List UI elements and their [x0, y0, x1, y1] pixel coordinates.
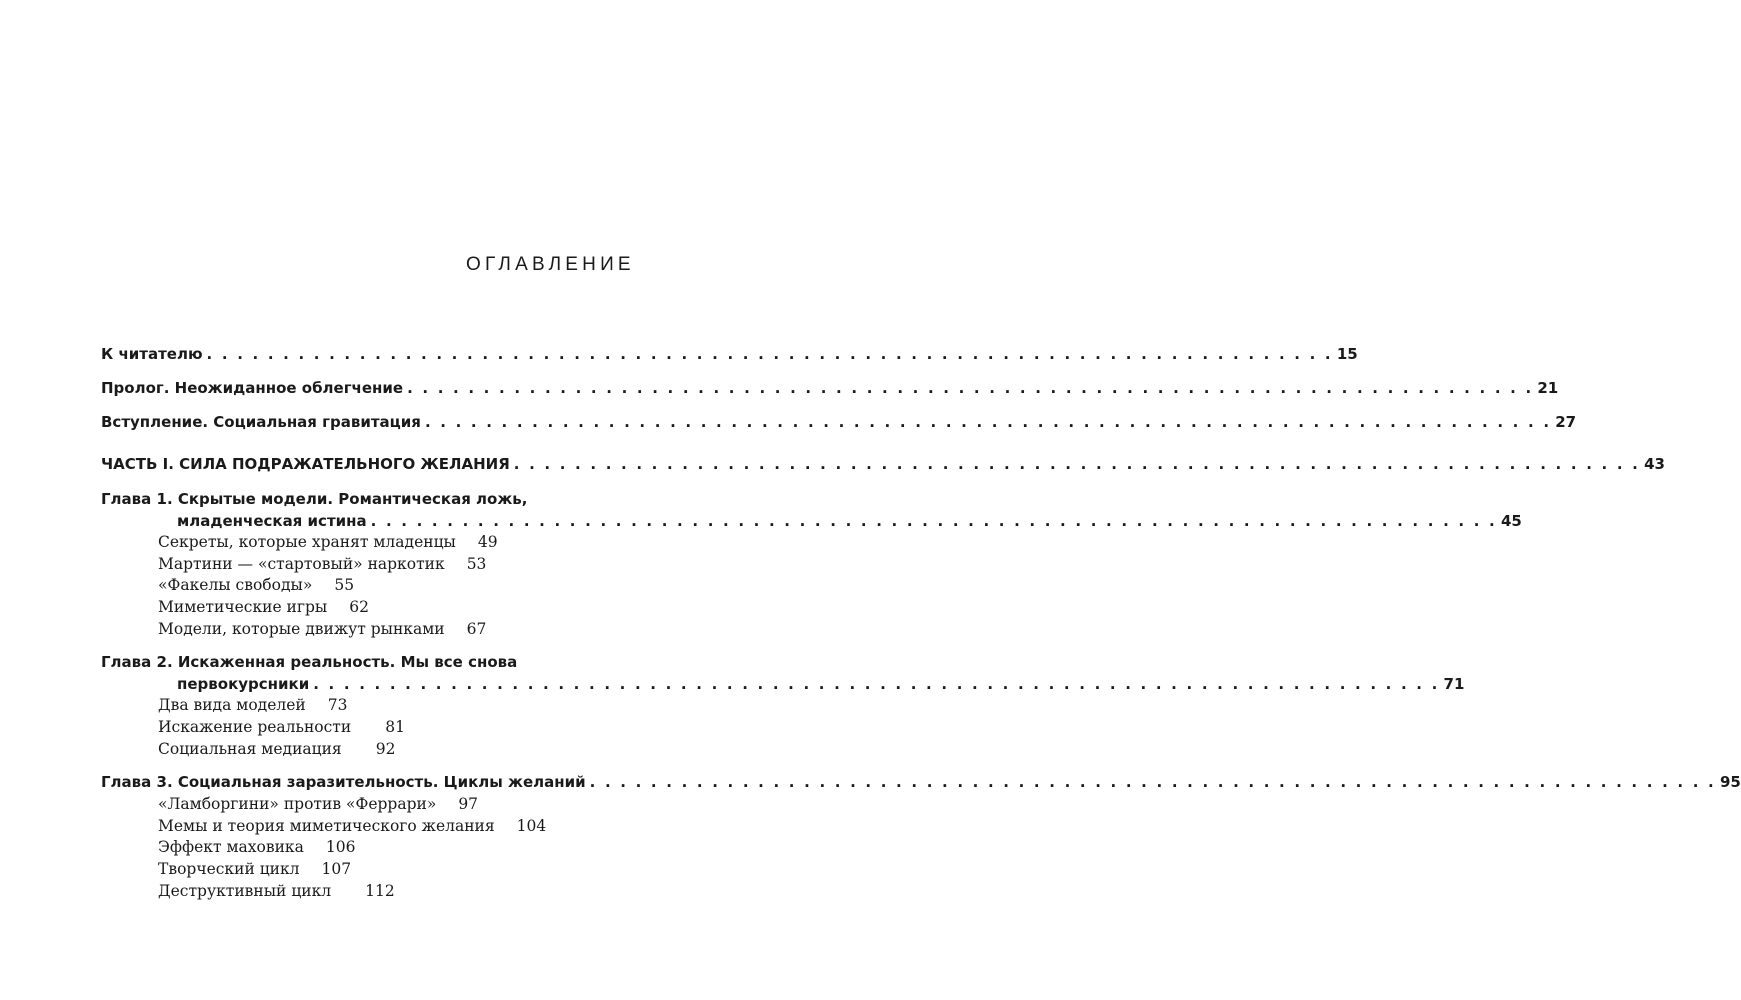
toc-section[interactable]: [158, 738, 395, 760]
entry-label: Глава 3. Социальная заразительность. Циклы желаний: [101, 773, 586, 791]
section-label: Деструктивный цикл: [158, 882, 332, 900]
toc-chapter-1-title[interactable]: Глава 1. Скрытые модели. Романтическая ложь,: [101, 490, 528, 508]
section-label: Социальная медиация: [158, 740, 342, 758]
section-label: Два вида моделей: [158, 696, 306, 714]
toc-section[interactable]: [158, 618, 486, 640]
section-label: Мартини — «стартовый» наркотик: [158, 555, 445, 573]
toc-chapter-2-cont[interactable]: [177, 673, 1465, 695]
entry-label: Вступление. Социальная гравитация: [101, 413, 421, 431]
entry-page: 21: [1537, 379, 1559, 397]
toc-entry-prologue[interactable]: [101, 377, 1559, 399]
section-page: 53: [466, 555, 487, 573]
section-page: 104: [516, 817, 547, 835]
dot-leader: . . . . . . . . . . . . . . . . . . . . . . . . . . . . . . . . . . . . . . . . . . . . . . . . . . . . . . . . . . . . . . . . . . . . . . . . . .: [370, 512, 1497, 530]
section-page: 92: [375, 740, 396, 758]
toc-chapter-3[interactable]: [101, 771, 1741, 793]
dot-leader: . . . . . . . . . . . . . . . . . . . . . . . . . . . . . . . . . . . . . . . . . . . . . . . . . . . . . . . . . . . . . . . . . . . . . . . . . .: [589, 773, 1716, 791]
section-page: 106: [325, 838, 356, 856]
toc-section[interactable]: [158, 880, 395, 902]
section-label: Секреты, которые хранят младенцы: [158, 533, 456, 551]
toc-section[interactable]: [158, 694, 347, 716]
toc-section[interactable]: [158, 531, 498, 553]
section-label: Эффект маховика: [158, 838, 304, 856]
section-page: 97: [458, 795, 479, 813]
section-page: 49: [477, 533, 498, 551]
toc-section[interactable]: [158, 574, 354, 596]
toc-section[interactable]: [158, 858, 351, 880]
entry-page: 45: [1500, 512, 1522, 530]
toc-section[interactable]: [158, 815, 546, 837]
section-label: «Факелы свободы»: [158, 576, 313, 594]
section-label: «Ламборгини» против «Феррари»: [158, 795, 437, 813]
section-label: Миметические игры: [158, 598, 328, 616]
entry-page: 43: [1644, 455, 1665, 473]
section-label: Творческий цикл: [158, 860, 300, 878]
toc-entry-introduction[interactable]: [101, 411, 1577, 433]
dot-leader: . . . . . . . . . . . . . . . . . . . . . . . . . . . . . . . . . . . . . . . . . . . . . . . . . . . . . . . . . . . . . . . . . . . . . . . . . .: [407, 379, 1534, 397]
toc-section[interactable]: [158, 836, 355, 858]
entry-label: младенческая истина: [177, 512, 367, 530]
section-page: 81: [385, 718, 405, 736]
section-label: Мемы и теория миметического желания: [158, 817, 495, 835]
section-page: 107: [321, 860, 352, 878]
section-page: 67: [466, 620, 487, 638]
entry-page: 27: [1555, 413, 1577, 431]
section-page: 112: [365, 882, 395, 900]
dot-leader: . . . . . . . . . . . . . . . . . . . . . . . . . . . . . . . . . . . . . . . . . . . . . . . . . . . . . . . . . . . . . . . . . . . . . . . . . .: [206, 345, 1333, 363]
dot-leader: . . . . . . . . . . . . . . . . . . . . . . . . . . . . . . . . . . . . . . . . . . . . . . . . . . . . . . . . . . . . . . . . . . . . . . . . . .: [313, 675, 1440, 693]
dot-leader: . . . . . . . . . . . . . . . . . . . . . . . . . . . . . . . . . . . . . . . . . . . . . . . . . . . . . . . . . . . . . . . . . . . . . . . . . .: [513, 455, 1641, 473]
section-page: 73: [327, 696, 348, 714]
entry-page: 15: [1336, 345, 1358, 363]
entry-page: 95: [1719, 773, 1741, 791]
entry-label: К читателю: [101, 345, 203, 363]
toc-section[interactable]: [158, 793, 478, 815]
section-page: 55: [334, 576, 355, 594]
entry-label: первокурсники: [177, 675, 310, 693]
section-label: Модели, которые движут рынками: [158, 620, 445, 638]
section-page: 62: [349, 598, 370, 616]
toc-section[interactable]: [158, 716, 405, 738]
section-label: Искажение реальности: [158, 718, 352, 736]
toc-entry-part-1[interactable]: [101, 453, 1665, 475]
entry-label: ЧАСТЬ I. СИЛА ПОДРАЖАТЕЛЬНОГО ЖЕЛАНИЯ: [101, 455, 510, 473]
toc-section[interactable]: [158, 553, 486, 575]
toc-chapter-1-cont[interactable]: [177, 510, 1522, 532]
toc-entry-reader[interactable]: [101, 343, 1358, 365]
toc-section[interactable]: [158, 596, 369, 618]
dot-leader: . . . . . . . . . . . . . . . . . . . . . . . . . . . . . . . . . . . . . . . . . . . . . . . . . . . . . . . . . . . . . . . . . . . . . . . . . .: [424, 413, 1552, 431]
toc-title: ОГЛАВЛЕНИЕ: [466, 254, 635, 275]
entry-label: Пролог. Неожиданное облегчение: [101, 379, 404, 397]
entry-page: 71: [1443, 675, 1465, 693]
toc-chapter-2-title[interactable]: Глава 2. Искаженная реальность. Мы все снова: [101, 653, 518, 671]
